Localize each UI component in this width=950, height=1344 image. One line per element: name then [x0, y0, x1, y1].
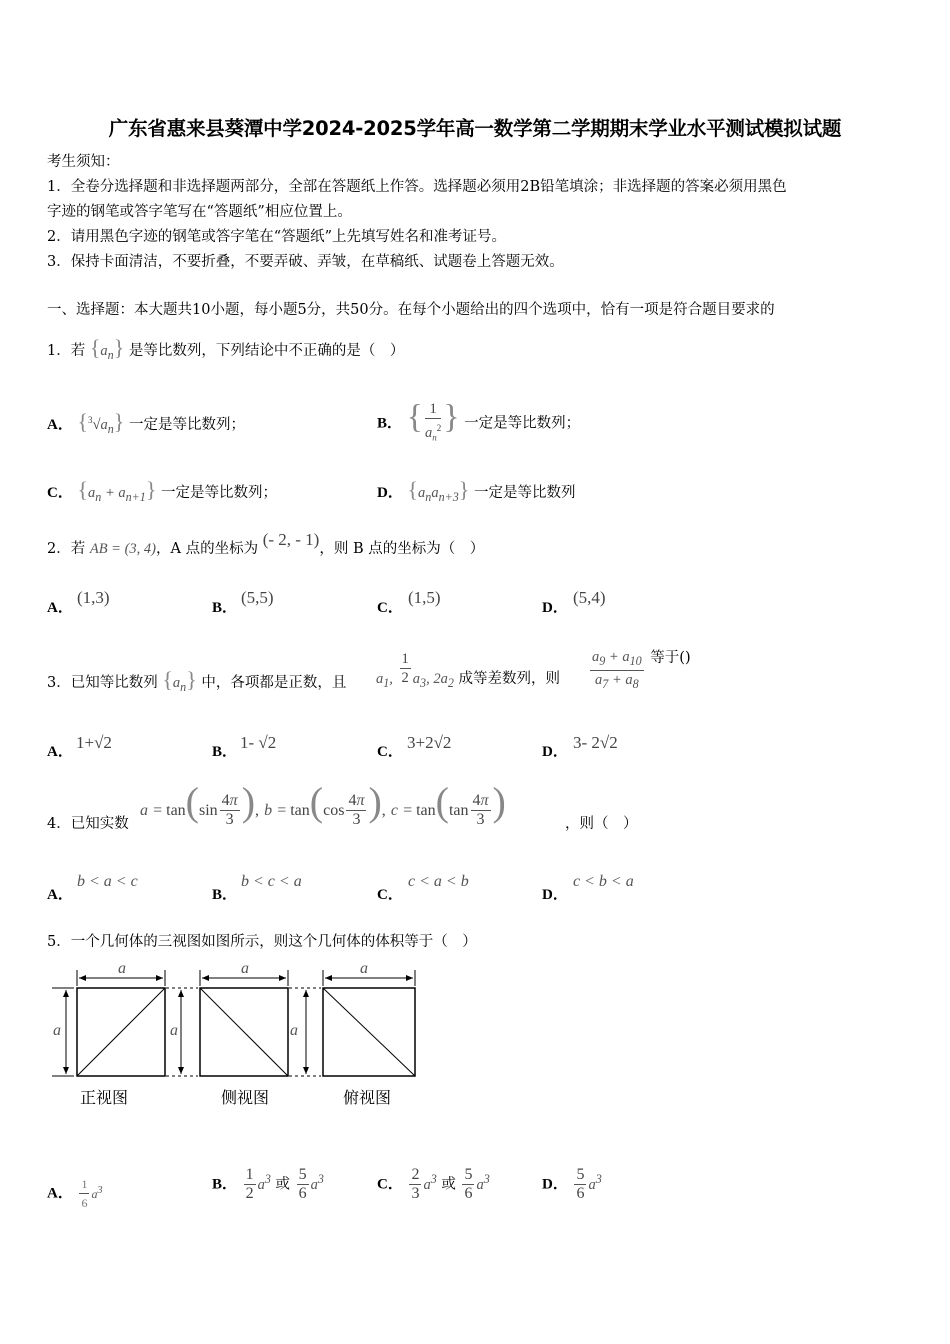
q5-option-c: C． $\frac{2}{3}$ $a^3$ 或 $\frac{5}{6}$ $a^3$: [377, 1166, 490, 1202]
q2-mid2: ，则 B 点的坐标为（ ）: [319, 541, 485, 557]
option-label: B．: [212, 744, 238, 760]
q1-option-c: [47, 477, 278, 507]
an-plus-an1: $a_n + a_{n+1}$: [88, 485, 146, 504]
notice-heading: 考生须知：: [47, 154, 120, 170]
q4-option-a-value: b < a < c: [77, 873, 138, 890]
option-label: C．: [377, 1176, 403, 1193]
frac-5-6: $\frac{5}{6}$: [298, 1166, 307, 1202]
q1-seq: a: [100, 343, 108, 359]
q5-option-d: D． $\frac{5}{6}$ $a^3$: [542, 1166, 602, 1202]
option-text: 一定是等比数列: [473, 485, 576, 501]
q4-option-c: [377, 885, 403, 905]
top-view: [289, 970, 415, 1076]
dim-a-front-side: a: [53, 1022, 61, 1039]
q4-stem2: ，则（ ）: [565, 816, 638, 832]
option-label: C．: [377, 744, 403, 760]
option-label: D．: [542, 744, 568, 760]
frac-2-3: $\frac{2}{3}$: [411, 1166, 420, 1202]
page-title: 广东省惠来县葵潭中学2024-2025学年高一数学第二学期期末学业水平测试模拟试题: [108, 117, 842, 140]
label-side-view: 侧视图: [221, 1088, 270, 1107]
notice-item-1-cont: 字迹的钢笔或答字笔写在“答题纸”相应位置上。: [47, 204, 352, 220]
or-word: 或: [441, 1176, 456, 1193]
front-view: [52, 970, 165, 1076]
option-label: A．: [47, 600, 73, 616]
option-label: D．: [542, 1176, 568, 1193]
q3-option-c: [377, 742, 403, 762]
q3-a3: $a_3$, $2a_2$: [412, 670, 454, 690]
frac-5-6: $\frac{5}{6}$: [576, 1166, 585, 1202]
frac-1-2: $\frac{1}{2}$: [245, 1166, 254, 1202]
q4-option-b-value: b < c < a: [241, 873, 302, 890]
option-label: B．: [212, 1176, 238, 1193]
q2-point-a: (- 2, - 1): [262, 530, 320, 549]
q3-half: $\frac{1}{2}$: [401, 651, 409, 686]
section-heading: 一、选择题：本大题共10小题，每小题5分，共50分。在每个小题给出的四个选项中，恰有一项是符合题目要求的: [47, 302, 775, 318]
q3-stem2: 中，各项都是正数，且: [201, 675, 347, 691]
q3-stem4: 等于(): [650, 650, 691, 667]
question-2: [47, 530, 485, 559]
an-an3: $a_na_{n+3}$: [418, 485, 459, 504]
q2-option-a: [47, 598, 73, 618]
frac-1-6: $\frac{1}{6}$: [81, 1177, 88, 1210]
q1-sub: n: [107, 347, 114, 362]
q2-num: 2．若: [47, 541, 86, 557]
option-label: C．: [377, 887, 403, 903]
or-word: 或: [275, 1176, 291, 1193]
q4-definitions: a = tan(sin $\frac{4\pi}{3}$ ), b = tan(cos $\frac{4\pi}{3}$ ), c = tan(tan $\frac{4\pi}{3}$ ): [140, 779, 506, 828]
brace-icon: }: [458, 477, 470, 502]
brace-icon: {: [406, 398, 423, 436]
q4-stem1: 4．已知实数: [47, 816, 129, 832]
q4-option-c-value: c < a < b: [408, 873, 469, 890]
q3-an: $a_n$: [172, 675, 187, 694]
brace-icon: {: [77, 408, 89, 434]
option-label: B．: [212, 887, 238, 903]
brace-icon: {: [407, 477, 419, 502]
notice-item-3: 3．保持卡面清洁，不要折叠，不要弄破、弄皱，在草稿纸、试题卷上答题无效。: [47, 254, 564, 270]
dim-a-top-side: a: [290, 1022, 298, 1039]
q2-option-c-value: (1,5): [408, 588, 441, 607]
option-label: D．: [542, 600, 568, 616]
option-label: D．: [377, 485, 403, 501]
q1-num: 1．若: [47, 343, 86, 359]
q5-option-b: B． $\frac{1}{2}$ $a^3$ 或 $\frac{5}{6}$ $a^3$: [212, 1166, 324, 1202]
brace-icon: }: [145, 477, 157, 502]
dim-a-side-side: a: [170, 1022, 178, 1039]
q3-terms: [376, 650, 560, 690]
q2-vector: AB = (3, 4): [89, 541, 156, 557]
q2-mid1: ，A 点的坐标为: [156, 541, 259, 557]
frac-1-over-an2: $\frac{1}{a_n^2}$: [424, 401, 442, 443]
label-top-view: 俯视图: [343, 1088, 392, 1107]
q2-option-c: [377, 598, 403, 618]
q4-option-b: [212, 885, 237, 905]
option-label: D．: [542, 887, 568, 903]
q3-option-b: [212, 742, 237, 762]
option-label: A．: [47, 744, 73, 760]
option-text: 一定是等比数列；: [128, 416, 245, 433]
q2-option-b-value: (5,5): [241, 588, 274, 607]
option-label: A．: [47, 416, 73, 433]
option-label: B．: [212, 600, 238, 616]
option-label: C．: [47, 485, 73, 501]
q2-option-a-value: (1,3): [77, 588, 110, 607]
q2-option-d: [542, 598, 568, 618]
q3-option-d: [542, 742, 568, 762]
option-label: A．: [47, 1185, 73, 1202]
brace-icon: }: [113, 335, 125, 360]
option-label: C．: [377, 600, 403, 616]
notice-item-2: 2．请用黑色字迹的钢笔或答字笔在“答题纸”上先填写姓名和准考证号。: [47, 229, 507, 245]
q3-ratio: [588, 648, 691, 693]
option-text: 一定是等比数列；: [464, 415, 581, 432]
option-text: 一定是等比数列；: [161, 485, 278, 501]
q1-stem: 是等比数列，下列结论中不正确的是（ ）: [128, 343, 405, 359]
brace-icon: }: [113, 408, 125, 434]
label-front-view: 正视图: [80, 1088, 129, 1107]
dim-a-top-top: a: [360, 960, 368, 977]
q3-stem1: 3．已知等比数列: [47, 675, 158, 691]
question-1: [47, 335, 405, 365]
brace-icon: }: [186, 667, 197, 692]
q1-option-d: [377, 477, 576, 507]
q3-option-b-value: 1- √2: [240, 733, 277, 752]
frac-5-6: $\frac{5}{6}$: [464, 1166, 473, 1202]
q2-option-d-value: (5,4): [573, 588, 606, 607]
q5-stem: 5．一个几何体的三视图如图所示，则这个几何体的体积等于（ ）: [47, 934, 477, 950]
q4-option-d-value: c < b < a: [573, 873, 634, 890]
q3-option-a: [47, 742, 73, 762]
brace-icon: {: [162, 667, 173, 692]
notice-item-1: 1．全卷分选择题和非选择题两部分，全部在答题纸上作答。选择题必须用2B铅笔填涂；非选择题的答案必须用黑色: [47, 179, 787, 195]
brace-icon: {: [89, 335, 101, 360]
q3-fraction: $\frac{a_9 + a_{10}}{a_7 + a_8}$: [592, 649, 642, 691]
q1-option-a: [47, 410, 245, 439]
brace-icon: {: [77, 477, 89, 502]
dim-a-side-top: a: [241, 960, 249, 977]
q2-option-b: [212, 598, 237, 618]
cube-root-an: $^3√a_n$: [88, 415, 114, 436]
q1-option-b: [377, 400, 580, 447]
q4-option-d: [542, 885, 568, 905]
q3-option-d-value: 3- 2√2: [573, 733, 618, 752]
q3-option-c-value: 3+2√2: [407, 733, 452, 752]
q3-option-a-value: 1+√2: [76, 733, 112, 752]
q5-option-a: A． $\frac{1}{6}$ $a^3$: [47, 1177, 103, 1210]
question-3: [47, 667, 347, 697]
brace-icon: }: [443, 398, 460, 436]
option-label: A．: [47, 887, 73, 903]
q4-option-a: [47, 885, 73, 905]
dim-a-front-top: a: [118, 960, 126, 977]
option-label: B．: [377, 415, 403, 432]
q3-stem3: 成等差数列，则: [458, 670, 560, 687]
side-view: [166, 970, 288, 1076]
q3-a1: $a_1$,: [376, 670, 393, 690]
